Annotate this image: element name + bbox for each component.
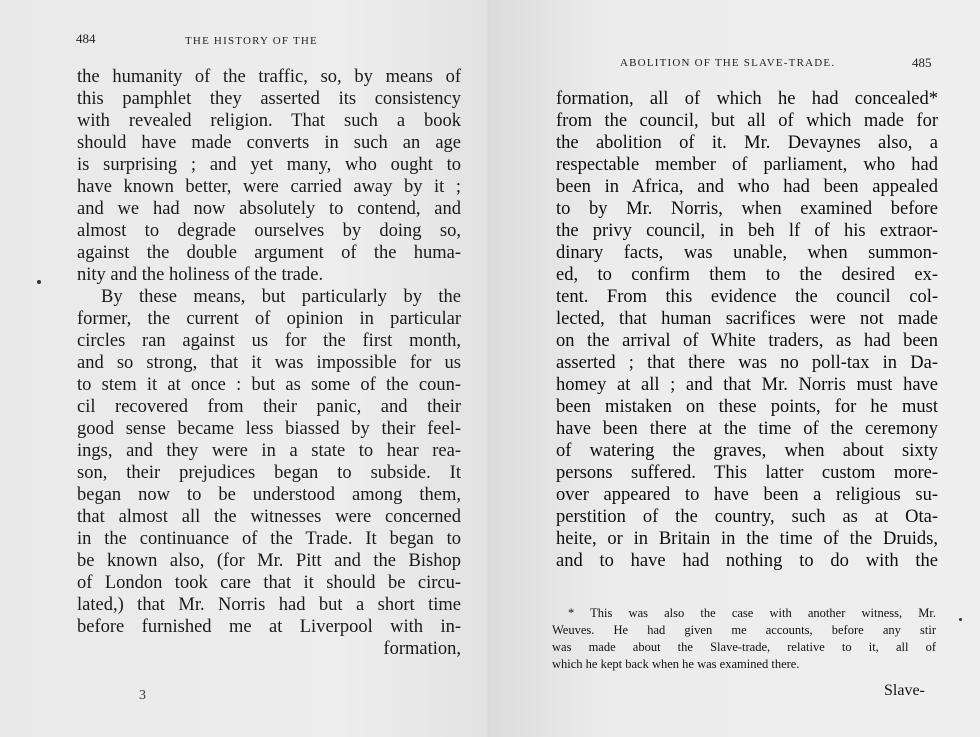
body-line: lated,) that Mr. Norris had but a short time xyxy=(77,595,461,615)
body-line: on the arrival of White traders, as had been xyxy=(556,331,938,351)
body-line: good sense became less biassed by their feel- xyxy=(77,419,461,439)
body-line: ed, to confirm them to the desired ex- xyxy=(556,265,938,285)
body-line: is surprising ; and yet many, who ought to xyxy=(77,155,461,175)
body-line: almost to degrade ourselves by doing so, xyxy=(77,221,461,241)
right-page xyxy=(490,0,980,737)
body-line: circles ran against us for the first month, xyxy=(77,331,461,351)
body-line: of London took care that it should be circu- xyxy=(77,573,461,593)
body-line: against the double argument of the huma- xyxy=(77,243,461,263)
body-line: and to have had nothing to do with the xyxy=(556,551,938,571)
body-line: lected, that human sacrifices were not made xyxy=(556,309,938,329)
body-line: should have made converts in such an age xyxy=(77,133,461,153)
ink-speck xyxy=(37,280,41,284)
body-line: been mistaken on these points, for he must xyxy=(556,397,938,417)
body-line: cil recovered from their panic, and their xyxy=(77,397,461,417)
body-line: the privy council, in beh lf of his extraor- xyxy=(556,221,938,241)
body-line: dinary facts, was unable, when summon- xyxy=(556,243,938,263)
body-line: to by Mr. Norris, when examined before xyxy=(556,199,938,219)
body-line: over appeared to have been a religious su- xyxy=(556,485,938,505)
body-line: been in Africa, and who had been appealed xyxy=(556,177,938,197)
body-line: tent. From this evidence the council col- xyxy=(556,287,938,307)
body-line: asserted ; that there was no poll-tax in Da- xyxy=(556,353,938,373)
body-line: have been there at the time of the ceremony xyxy=(556,419,938,439)
body-line: to stem it at once : but as some of the coun- xyxy=(77,375,461,395)
body-line: be known also, (for Mr. Pitt and the Bishop xyxy=(77,551,461,571)
body-line: and we had now absolutely to contend, and xyxy=(77,199,461,219)
left-running-head: THE HISTORY OF THE xyxy=(185,35,318,47)
body-line: the humanity of the traffic, so, by means of xyxy=(77,67,461,87)
body-line: from the council, but all of which made for xyxy=(556,111,938,131)
ink-speck xyxy=(959,618,962,621)
body-line: ings, and they were in a state to hear rea- xyxy=(77,441,461,461)
body-line: persons suffered. This latter custom more- xyxy=(556,463,938,483)
body-line: the abolition of it. Mr. Devaynes also, a xyxy=(556,133,938,153)
catchword: Slave- xyxy=(884,682,925,699)
right-page-number: 485 xyxy=(912,55,932,70)
body-line: that almost all the witnesses were concerned xyxy=(77,507,461,527)
body-line: formation, all of which he had concealed* xyxy=(556,89,938,109)
body-line: formation, xyxy=(383,639,461,659)
body-line: homey at all ; and that Mr. Norris must have xyxy=(556,375,938,395)
signature-mark: 3 xyxy=(139,688,146,703)
body-line: former, the current of opinion in particular xyxy=(77,309,461,329)
body-line: in the continuance of the Trade. It began to xyxy=(77,529,461,549)
left-page-number: 484 xyxy=(76,31,96,46)
body-line: and so strong, that it was impossible for us xyxy=(77,353,461,373)
body-line: By these means, but particularly by the xyxy=(101,287,461,307)
footnote-line: * This was also the case with another witness, Mr. xyxy=(568,606,936,620)
body-line: with revealed religion. That such a book xyxy=(77,111,461,131)
body-line: before furnished me at Liverpool with in- xyxy=(77,617,461,637)
body-line: respectable member of parliament, who had xyxy=(556,155,938,175)
footnote-line: was made about the Slave-trade, relative to it, all of xyxy=(552,640,936,654)
right-running-head: ABOLITION OF THE SLAVE-TRADE. xyxy=(620,57,836,69)
body-line: began now to be understood among them, xyxy=(77,485,461,505)
body-line: perstition of the country, such as at Ota- xyxy=(556,507,938,527)
footnote-line: Weuves. He had given me accounts, before any stir xyxy=(552,623,936,637)
body-line: this pamphlet they asserted its consistency xyxy=(77,89,461,109)
body-line: have known better, were carried away by it ; xyxy=(77,177,461,197)
footnote-line: which he kept back when he was examined there. xyxy=(552,657,800,671)
body-line: of watering the graves, when about sixty xyxy=(556,441,938,461)
body-line: son, their prejudices began to subside. It xyxy=(77,463,461,483)
body-line: nity and the holiness of the trade. xyxy=(77,265,324,285)
body-line: heite, or in Britain in the time of the Druids, xyxy=(556,529,938,549)
